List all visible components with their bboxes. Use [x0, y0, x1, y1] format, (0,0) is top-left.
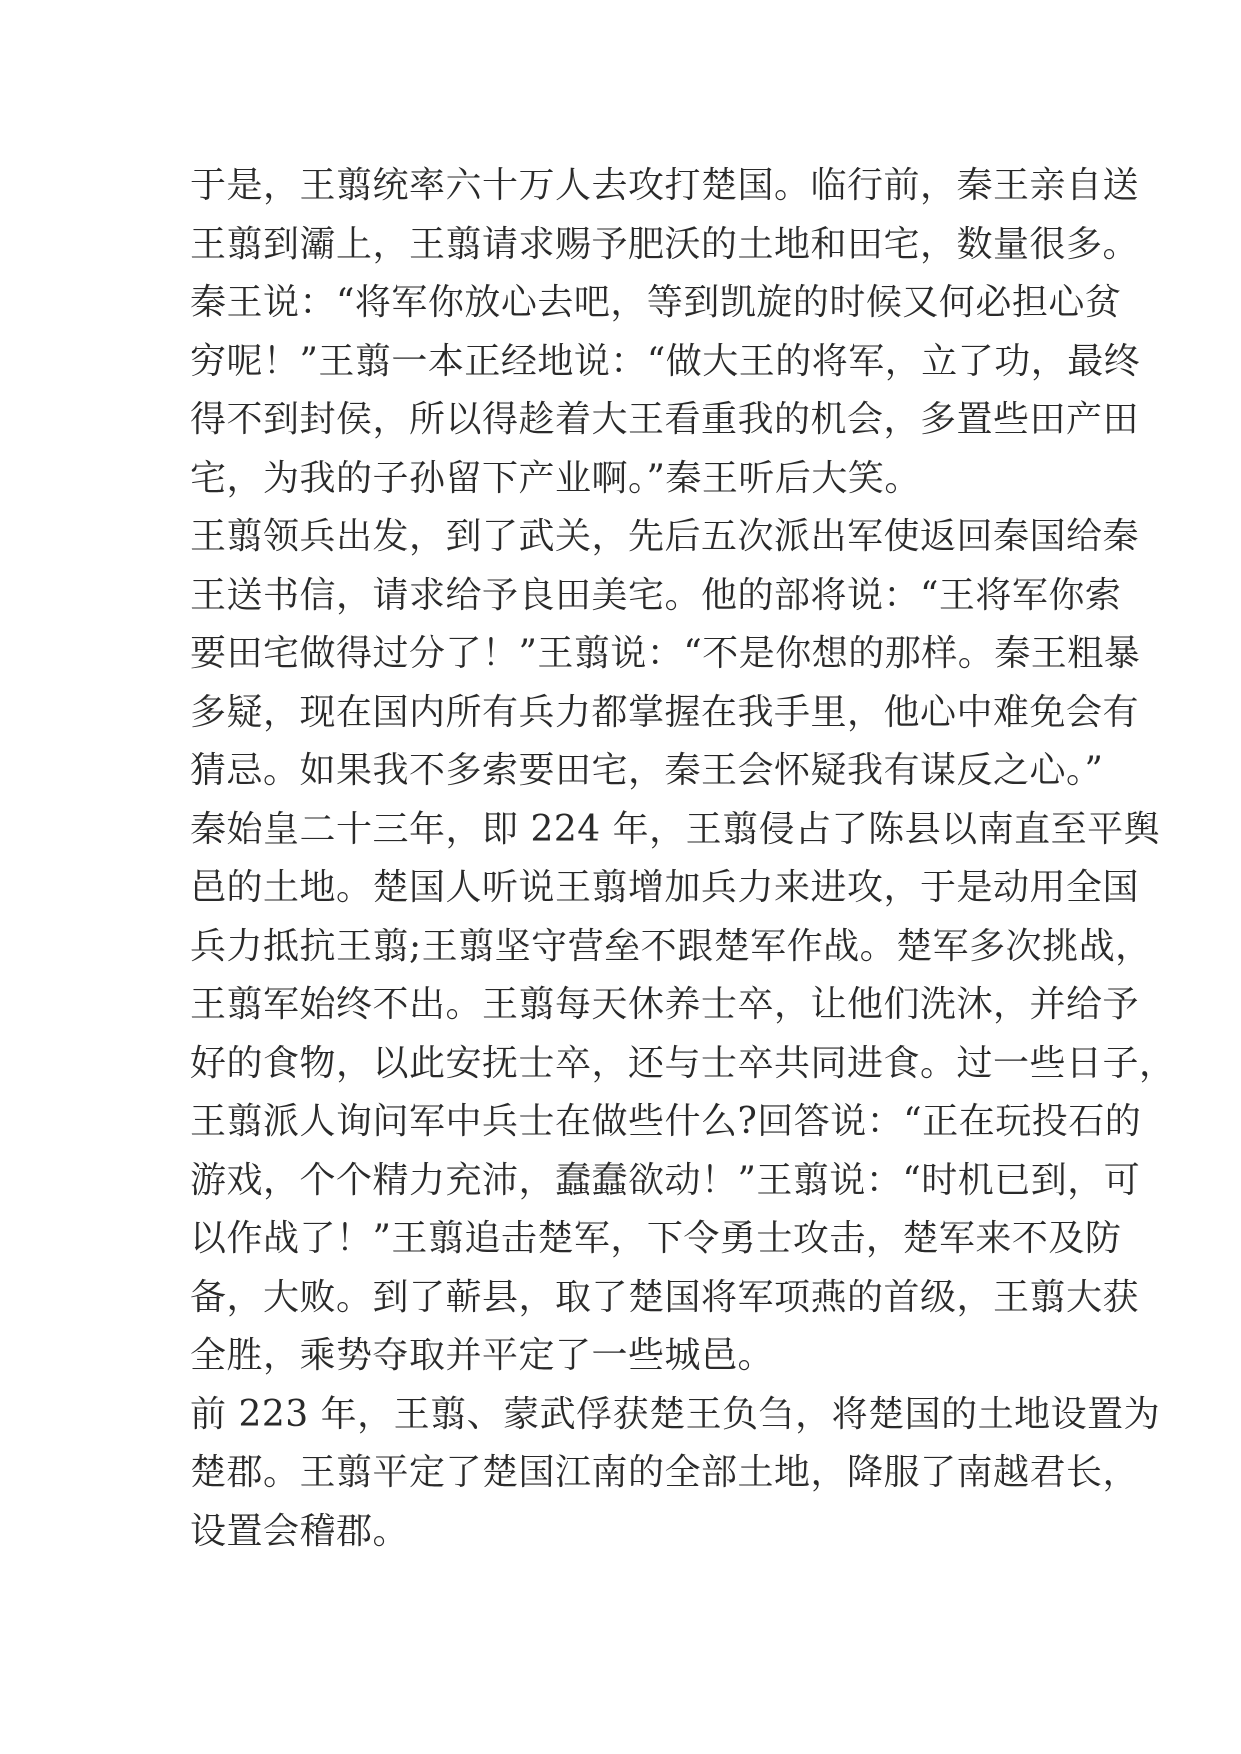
text-line: 以作战了！”王翦追击楚军，下令勇士攻击，楚军来不及防 [190, 1218, 1122, 1259]
text-line: 于是，王翦统率六十万人去攻打楚国。临行前，秦王亲自送 [190, 165, 1140, 206]
text-line: 宅，为我的子孙留下产业啊。”秦王听后大笑。 [190, 457, 921, 499]
text-line: 穷呢！”王翦一本正经地说：“做大王的将军，立了功，最终 [190, 340, 1141, 382]
text-line: 王翦到灞上，王翦请求赐予肥沃的土地和田宅，数量很多。 [190, 223, 1140, 265]
text-line: 猜忌。如果我不多索要田宅，秦王会怀疑我有谋反之心。” [190, 750, 1104, 791]
text-line: 全胜，乘势夺取并平定了一些城邑。 [190, 1335, 775, 1376]
text-line: 秦王说：“将军你放心去吧，等到凯旋的时候又何必担心贫 [190, 282, 1122, 323]
text-line: 王翦派人询问军中兵士在做些什么?回答说：“正在玩投石的 [190, 1101, 1142, 1142]
text-line: 楚郡。王翦平定了楚国江南的全部土地，降服了南越君长， [190, 1452, 1140, 1493]
text-line: 备，大败。到了蕲县，取了楚国将军项燕的首级，王翦大获 [190, 1276, 1140, 1318]
paragraph-4 [190, 1386, 1161, 1562]
text-line: 秦始皇二十三年，即 224 年，王翦侵占了陈县以南直至平舆 [190, 808, 1161, 850]
text-line: 要田宅做得过分了！”王翦说：“不是你想的那样。秦王粗暴 [190, 633, 1141, 674]
paragraph-3 [190, 801, 1176, 1386]
text-line: 得不到封侯，所以得趁着大王看重我的机会，多置些田产田 [190, 399, 1140, 440]
text-line: 王送书信，请求给予良田美宅。他的部将说：“王将军你索 [190, 574, 1122, 616]
text-line: 多疑，现在国内所有兵力都掌握在我手里，他心中难免会有 [190, 691, 1140, 733]
text-line: 前 223 年，王翦、蒙武俘获楚王负刍，将楚国的土地设置为 [190, 1393, 1161, 1435]
text-line: 王翦领兵出发，到了武关，先后五次派出军使返回秦国给秦 [190, 516, 1140, 557]
text-line: 兵力抵抗王翦;王翦坚守营垒不跟楚军作战。楚军多次挑战， [190, 925, 1152, 967]
text-line: 王翦军始终不出。王翦每天休养士卒，让他们洗沐，并给予 [190, 984, 1140, 1025]
text-line: 好的食物，以此安抚士卒，还与士卒共同进食。过一些日子， [190, 1042, 1176, 1084]
paragraph-1 [190, 157, 1141, 508]
document-body [190, 157, 1176, 1561]
text-line: 设置会稽郡。 [190, 1510, 410, 1552]
text-line: 邑的土地。楚国人听说王翦增加兵力来进攻，于是动用全国 [190, 867, 1140, 908]
text-line: 游戏，个个精力充沛，蠢蠢欲动！”王翦说：“时机已到，可 [190, 1159, 1141, 1201]
paragraph-2 [190, 508, 1141, 801]
